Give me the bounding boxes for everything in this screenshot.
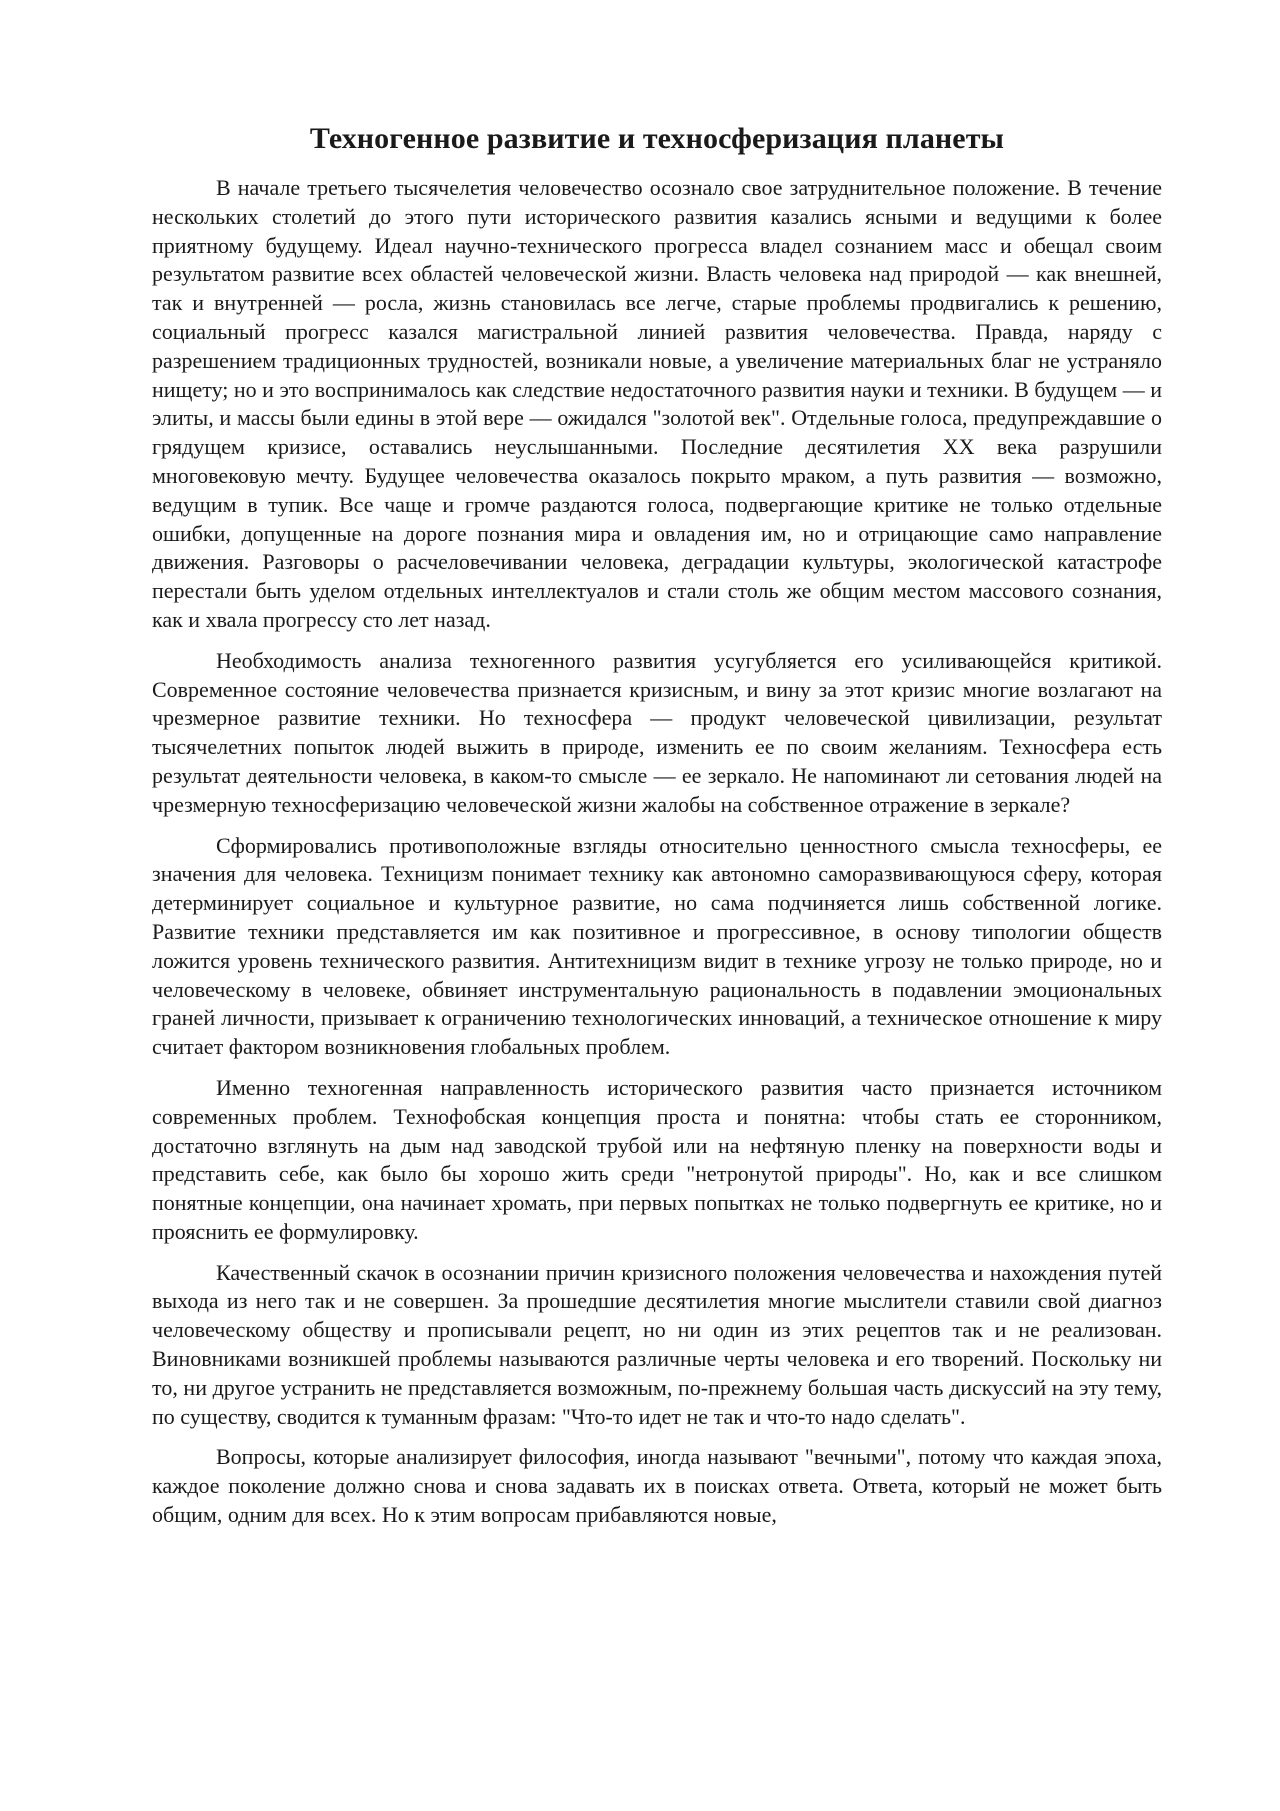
paragraph: Именно техногенная направленность исторического развития часто признается источником современных проблем. Технофобская концепция проста и понятна: чтобы стать ее сторонником, достаточно взглянуть на дым над заводской трубой или на нефтяную пленку на поверхности воды и представить себе, как было бы хорошо жить среди "нетронутой природы". Но, как и все слишком понятные концепции, она начинает хромать, при первых попытках не только подвергнуть ее критике, но и прояснить ее формулировку.	[152, 1074, 1162, 1244]
paragraph: Вопросы, которые анализирует философия, иногда называют "вечными", потому что каждая эпоха, каждое поколение должно снова и снова задавать их в поисках ответа. Ответа, который не может быть общим, одним для всех. Но к этим вопросам прибавляются новые,	[152, 1444, 1162, 1528]
document-title: Техногенное развитие и техносферизация планеты	[309, 122, 1005, 155]
paragraph: Сформировались противоположные взгляды относительно ценностного смысла техносферы, ее значения для человека. Техницизм понимает технику как автономно саморазвивающуюся сферу, которая детерминирует социальное и культурное развитие, но сама подчиняется лишь собственной логике. Развитие техники представляется им как позитивное и прогрессивное, в основу типологии обществ ложится уровень технического развития. Антитехницизм видит в технике угрозу не только природе, но и человеческому в человеке, обвиняет инструментальную рациональность в подавлении эмоциональных граней личности, призывает к ограничению технологических инноваций, а техническое отношение к миру считает фактором возникновения глобальных проблем.	[152, 832, 1162, 1060]
paragraph: Необходимость анализа техногенного развития усугубляется его усиливающейся критикой. Современное состояние человечества признается кризисным, и вину за этот кризис многие возлагают на чрезмерное развитие техники. Но техносфера — продукт человеческой цивилизации, результат тысячелетних попыток людей выжить в природе, изменить ее по своим желаниям. Техносфера есть результат деятельности человека, в каком-то смысле — ее зеркало. Не напоминают ли сетования людей на чрезмерную техносферизацию человеческой жизни жалобы на собственное отражение в зеркале?	[152, 647, 1162, 817]
paragraph: В начале третьего тысячелетия человечество осознало свое затруднительное положение. В течение нескольких столетий до этого пути исторического развития казались ясными и ведущими к более приятному будущему. Идеал научно-технического прогресса владел сознанием масс и обещал своим результатом развитие всех областей человеческой жизни. Власть человека над природой — как внешней, так и внутренней — росла, жизнь становилась все легче, старые проблемы продвигались к решению, социальный прогресс казался магистральной линией развития человечества. Правда, наряду с разрешением традиционных трудностей, возникали новые, а увеличение материальных благ не устраняло нищету; но и это воспринималось как следствие недостаточного развития науки и техники. В будущем — и элиты, и массы были едины в этой вере — ожидался "золотой век". Отдельные голоса, предупреждавшие о грядущем кризисе, оставались неуслышанными. Последние десятилетия XX века разрушили многовековую мечту. Будущее человечества оказалось покрыто мраком, а путь развития — возможно, ведущим в тупик. Все чаще и громче раздаются голоса, подвергающие критике не только отдельные ошибки, допущенные на дороге познания мира и овладения им, но и отрицающие само направление движения. Разговоры о расчеловечивании человека, деградации культуры, экологической катастрофе перестали быть уделом отдельных интеллектуалов и стали столь же общим местом массового сознания, как и хвала прогрессу сто лет назад.	[152, 175, 1162, 632]
paragraph: Качественный скачок в осознании причин кризисного положения человечества и нахождения путей выхода из него так и не совершен. За прошедшие десятилетия многие мыслители ставили свой диагноз человеческому обществу и прописывали рецепт, но ни один из этих рецептов так и не реализован. Виновниками возникшей проблемы называются различные черты человека и его творений. Поскольку ни то, ни другое устранить не представляется возможным, по-прежнему большая часть дискуссий на эту тему, по существу, сводится к туманным фразам: "Что-то идет не так и что-то надо сделать".	[152, 1259, 1162, 1429]
document-body	[152, 174, 1162, 1542]
